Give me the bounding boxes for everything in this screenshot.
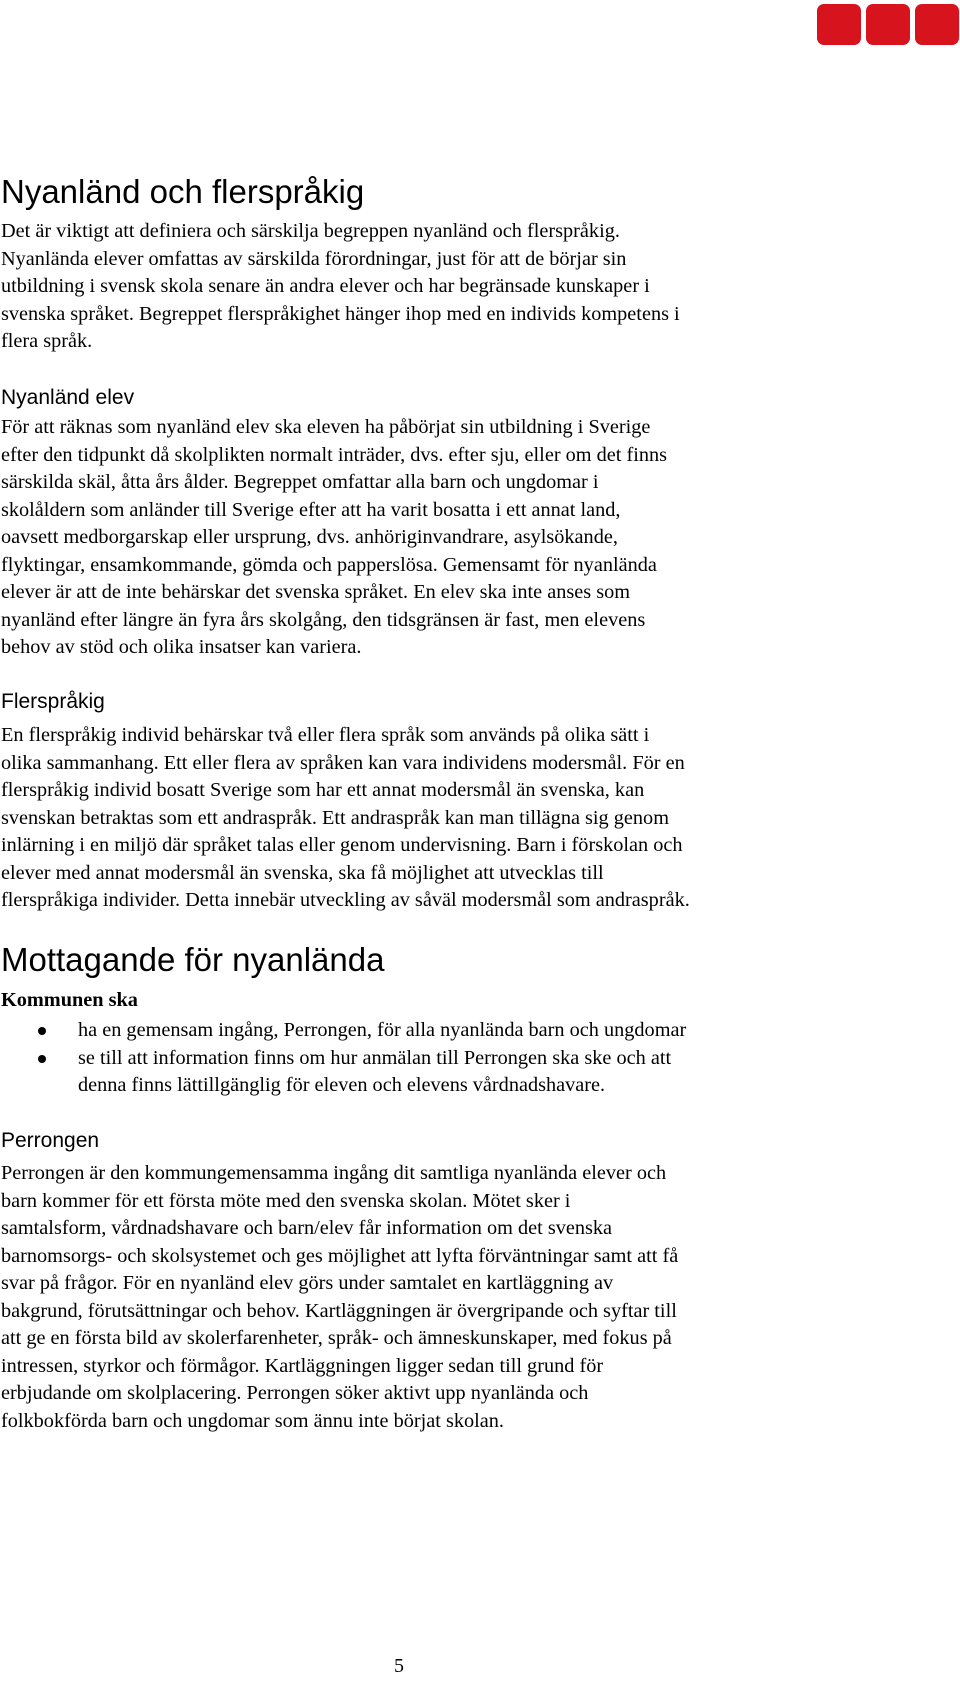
subheading-perrongen: Perrongen — [1, 1129, 100, 1152]
logo-square — [817, 4, 861, 45]
section-heading-nyanland-flersprakig: Nyanländ och flerspråkig — [1, 173, 365, 210]
text-line: barn kommer för ett första möte med den svenska skolan. Mötet sker i — [1, 1189, 571, 1212]
text-line: flyktingar, ensamkommande, gömda och papperslösa. Gemensamt för nyanlända — [1, 553, 657, 576]
intro-paragraph — [1, 218, 680, 356]
logo-square — [866, 4, 910, 45]
text-line: bakgrund, förutsättningar och behov. Kartläggningen är övergripande och syftar till — [1, 1299, 677, 1322]
text-line: En flerspråkig individ behärskar två eller flera språk som används på olika sätt i — [1, 724, 650, 746]
text-line: folkbokförda barn och ungdomar som ännu inte börjat skolan. — [1, 1409, 504, 1432]
kommunen-list — [0, 1017, 686, 1100]
text-line: svenska språket. Begreppet flerspråkighet hänger ihop med en individs kompetens i — [1, 302, 680, 325]
flersprakig-paragraph — [1, 722, 690, 915]
text-line: svenskan betraktas som ett andraspråk. Ett andraspråk kan man tillägna sig genom — [1, 806, 669, 829]
text-line: flerspråkig individ bosatt Sverige som har ett annat modersmål än svenska, kan — [1, 779, 645, 801]
text-line: svar på frågor. För en nyanländ elev görs under samtalet en kartläggning av — [1, 1272, 614, 1294]
list-item — [0, 1045, 686, 1100]
text-line: oavsett medborgarskap eller ursprung, dvs. anhöriginvandrare, asylsökande, — [1, 526, 618, 548]
logo-square — [915, 4, 959, 45]
bullet-icon — [38, 1027, 46, 1035]
text-line: flerspråkiga individer. Detta innebär utveckling av såväl modersmål som andraspråk. — [1, 889, 690, 911]
text-line: särskilda skäl, åtta års ålder. Begreppet omfattar alla barn och ungdomar i — [1, 471, 599, 493]
text-line: efter den tidpunkt då skolplikten normalt inträder, dvs. efter sju, eller om det finns — [1, 443, 668, 466]
logo — [817, 4, 959, 45]
text-line: Nyanlända elever omfattas av särskilda förordningar, just för att de börjar sin — [1, 247, 627, 270]
subheading-kommunen-ska: Kommunen ska — [1, 989, 138, 1011]
text-line: nyanländ efter längre än fyra års skolgång, den tidsgränsen är fast, men elevens — [1, 608, 646, 631]
section-heading-mottagande: Mottagande för nyanlända — [1, 941, 385, 978]
text-line: barnomsorgs- och skolsystemet och ges möjlighet att lyfta förväntningar samt att få — [1, 1244, 679, 1267]
text-line: ha en gemensam ingång, Perrongen, för alla nyanlända barn och ungdomar — [78, 1019, 687, 1041]
subheading-nyanland-elev: Nyanländ elev — [1, 386, 135, 409]
text-line: se till att information finns om hur anmälan till Perrongen ska ske och att — [78, 1046, 672, 1069]
text-line: Det är viktigt att definiera och särskilja begreppen nyanländ och flerspråkig. — [1, 220, 620, 242]
text-line: samtalsform, vårdnadshavare och barn/elev får information om det svenska — [1, 1217, 613, 1239]
text-line: flera språk. — [1, 330, 93, 352]
text-line: behov av stöd och olika insatser kan variera. — [1, 636, 362, 658]
subheading-flersprakig: Flerspråkig — [1, 690, 105, 713]
perrongen-paragraph — [1, 1160, 678, 1435]
text-line: inlärning i en miljö där språket talas eller genom undervisning. Barn i förskolan och — [1, 834, 683, 856]
list-item — [0, 1017, 686, 1045]
bullet-icon — [38, 1055, 46, 1063]
text-line: denna finns lättillgänglig för eleven och elevens vårdnadshavare. — [78, 1074, 606, 1096]
text-line: att ge en första bild av skolerfarenheter, språk- och ämneskunskaper, med fokus på — [1, 1327, 672, 1349]
text-line: olika sammanhang. Ett eller flera av språken kan vara individens modersmål. För en — [1, 751, 685, 774]
text-line: elever med annat modersmål än svenska, ska få möjlighet att utvecklas till — [1, 861, 604, 884]
text-line: För att räknas som nyanländ elev ska eleven ha påbörjat sin utbildning i Sverige — [1, 416, 651, 438]
nyanland-paragraph — [1, 414, 667, 662]
page-number: 5 — [394, 1655, 404, 1677]
text-line: skolåldern som anländer till Sverige efter att ha varit bosatta i ett annat land, — [1, 498, 621, 521]
text-line: erbjudande om skolplacering. Perrongen söker aktivt upp nyanlända och — [1, 1382, 589, 1404]
text-line: intressen, styrkor och förmågor. Kartläggningen ligger sedan till grund för — [1, 1354, 604, 1377]
text-line: utbildning i svensk skola senare än andra elever och har begränsade kunskaper i — [1, 275, 650, 297]
text-line: elever är att de inte behärskar det svenska språket. En elev ska inte anses som — [1, 581, 631, 603]
text-line: Perrongen är den kommungemensamma ingång dit samtliga nyanlända elever och — [1, 1162, 667, 1184]
